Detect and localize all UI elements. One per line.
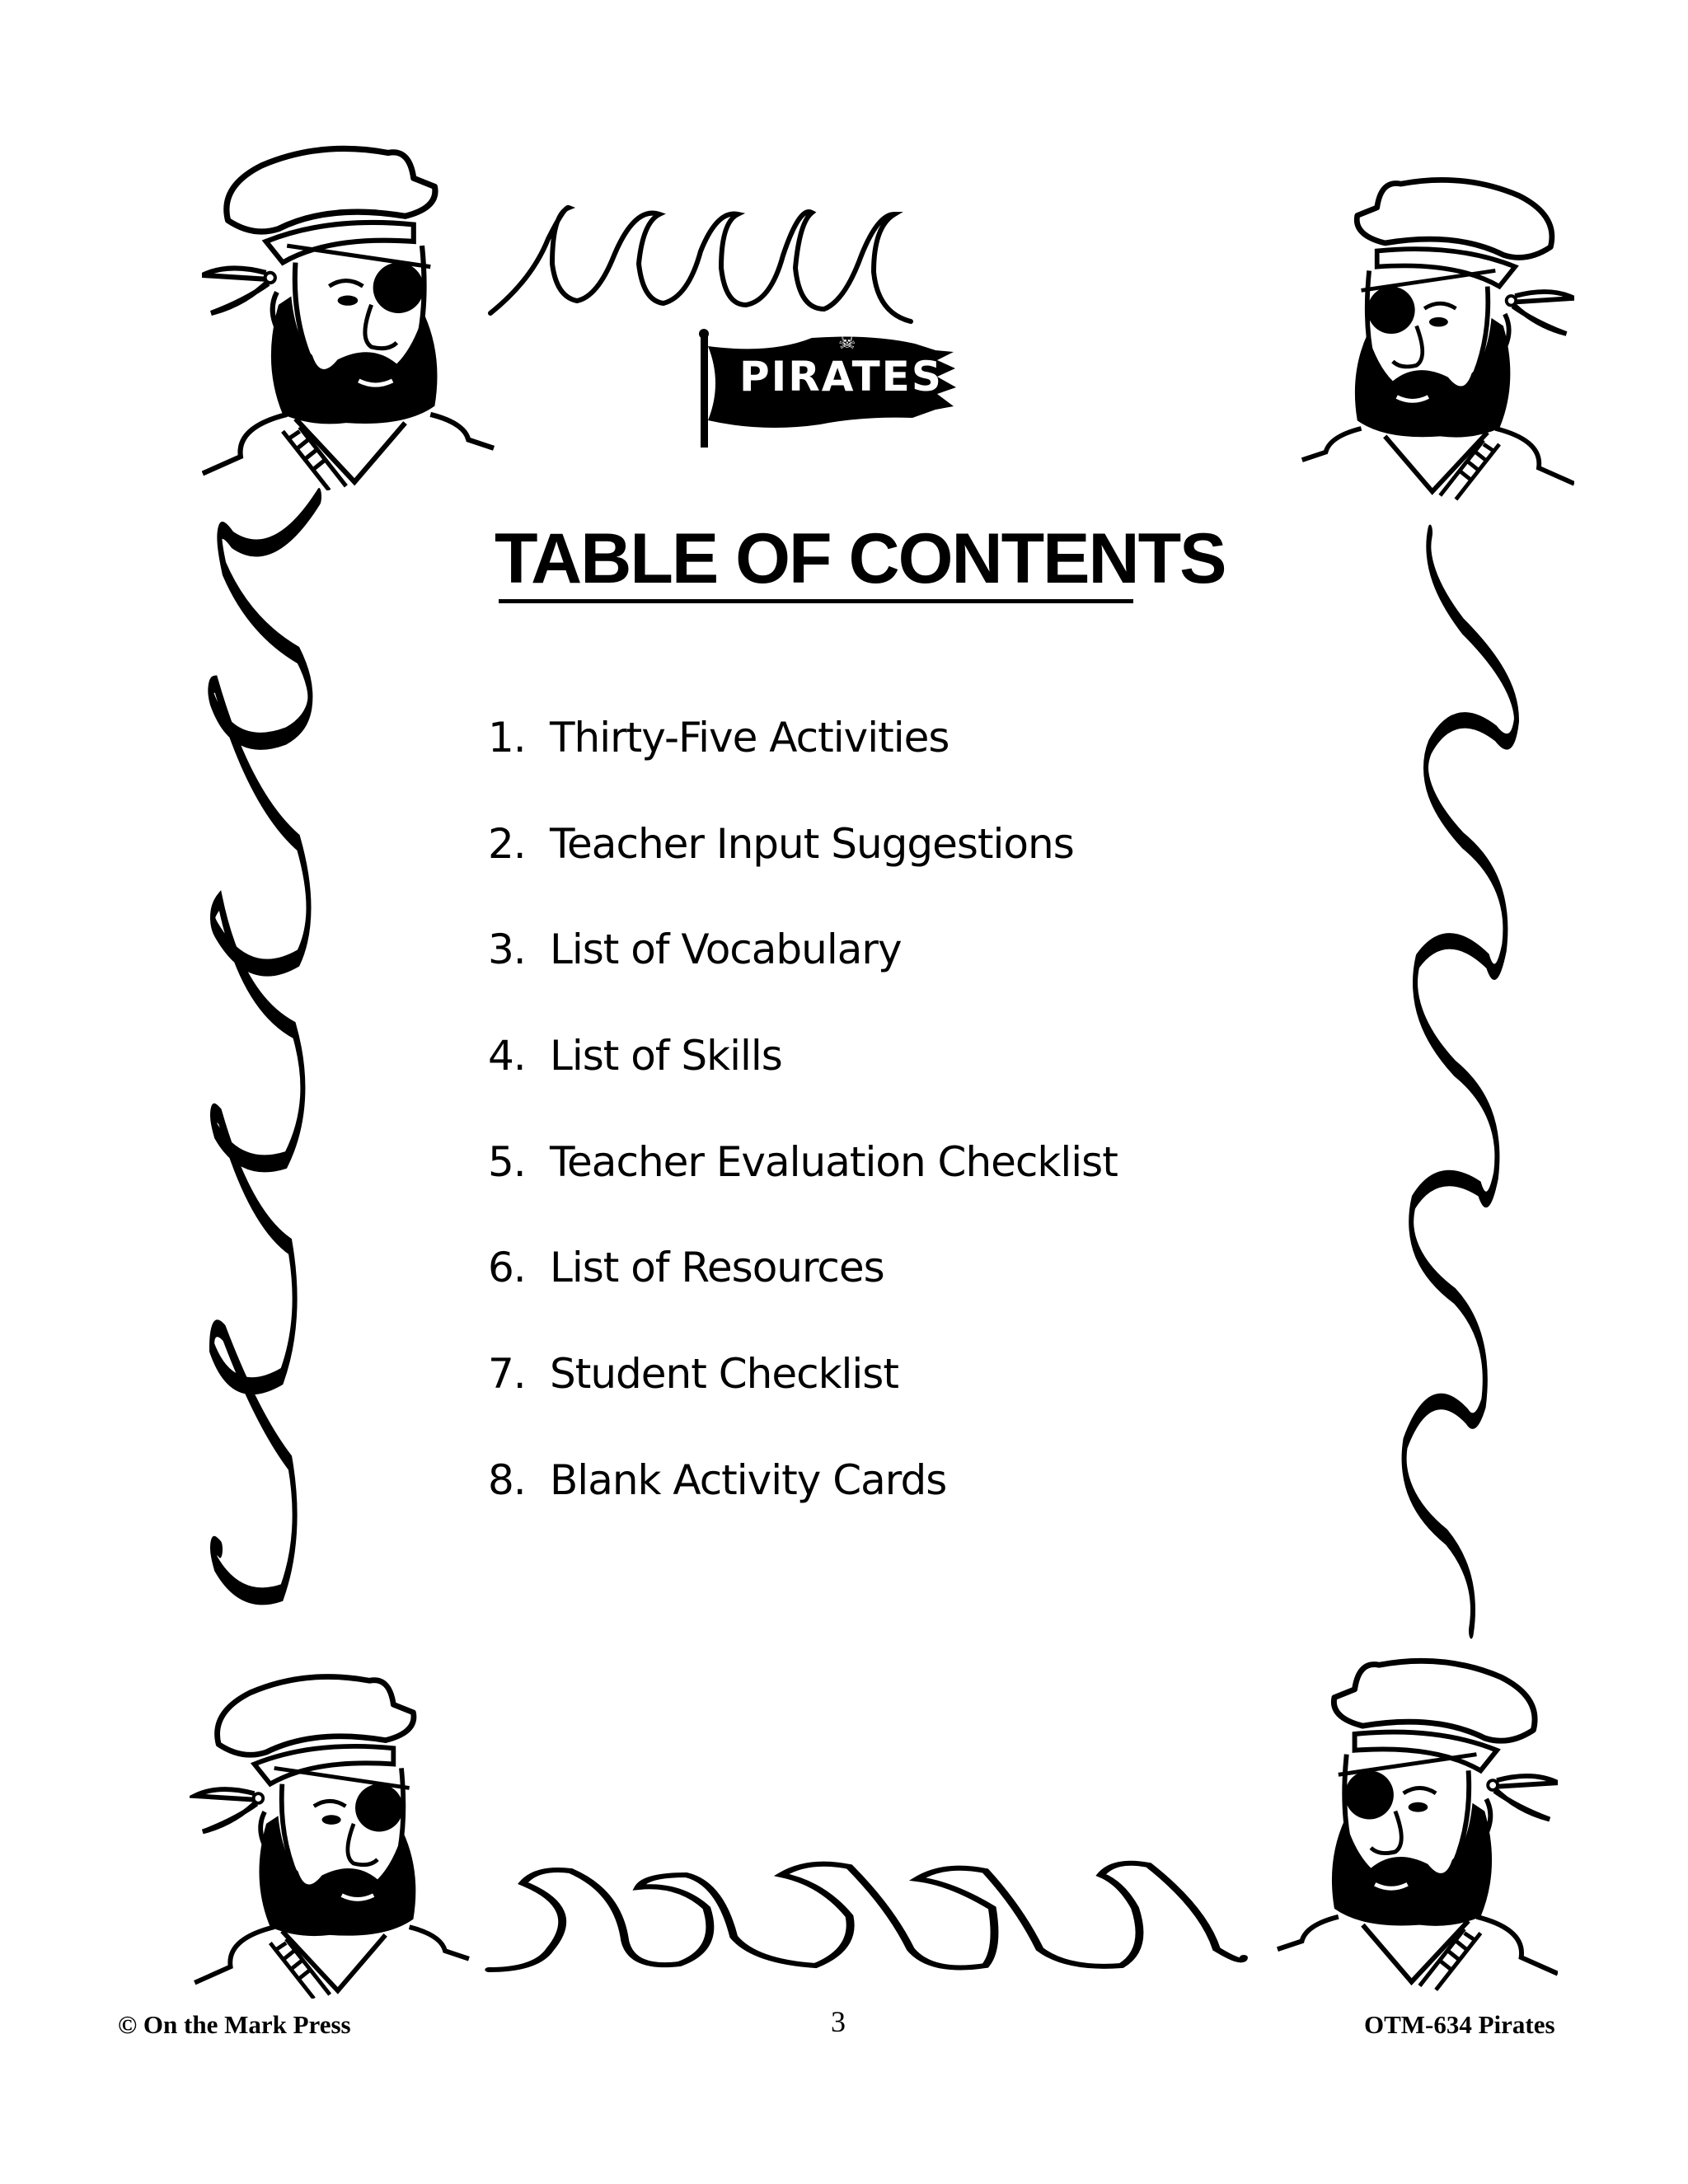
flag-label: PIRATES	[739, 353, 943, 401]
toc-item-number: 5.	[488, 1137, 526, 1186]
toc-item-teacher-input	[488, 815, 1118, 921]
page-number: 3	[831, 2005, 846, 2038]
toc-item-label: List of Skills	[550, 1032, 782, 1080]
toc-item-teacher-evaluation	[488, 1133, 1118, 1240]
toc-item-blank-cards	[488, 1451, 1118, 1558]
toc-item-vocabulary	[488, 921, 1118, 1027]
wave-border-left	[183, 482, 323, 1619]
toc-item-number: 6.	[488, 1244, 526, 1292]
pirate-illustration-bottom-left	[190, 1665, 478, 1999]
toc-item-number: 8.	[488, 1455, 526, 1504]
toc-item-resources	[488, 1239, 1118, 1345]
title-underline	[499, 599, 1133, 603]
toc-item-number: 7.	[488, 1350, 526, 1399]
toc-item-activities	[488, 709, 1118, 815]
toc-item-label: Thirty-Five Activities	[550, 714, 950, 762]
pirate-illustration-top-right	[1298, 161, 1574, 507]
toc-item-label: List of Vocabulary	[550, 926, 902, 974]
toc-item-label: Teacher Evaluation Checklist	[550, 1137, 1118, 1186]
pirate-illustration-bottom-right	[1273, 1644, 1558, 1994]
toc-item-label: Student Checklist	[550, 1350, 898, 1399]
toc-item-label: Teacher Input Suggestions	[550, 819, 1074, 868]
pirates-flag-banner	[696, 309, 968, 449]
table-of-contents-list	[488, 709, 1118, 1558]
page-title: TABLE OF CONTENTS	[495, 519, 1226, 598]
toc-item-number: 3.	[488, 926, 526, 974]
skull-and-crossbones-icon: ☠	[838, 330, 856, 354]
toc-item-skills	[488, 1027, 1118, 1133]
wave-border-bottom	[482, 1858, 1265, 1982]
wave-border-right	[1397, 519, 1541, 1648]
toc-item-number: 1.	[488, 714, 526, 762]
copyright-notice: © On the Mark Press	[118, 2010, 351, 2039]
toc-item-label: List of Resources	[550, 1244, 884, 1292]
toc-item-student-checklist	[488, 1345, 1118, 1451]
product-code: OTM-634 Pirates	[1364, 2010, 1555, 2039]
toc-item-number: 2.	[488, 819, 526, 868]
toc-item-label: Blank Activity Cards	[550, 1455, 947, 1504]
toc-item-number: 4.	[488, 1032, 526, 1080]
pirate-illustration-top-left	[202, 136, 499, 490]
